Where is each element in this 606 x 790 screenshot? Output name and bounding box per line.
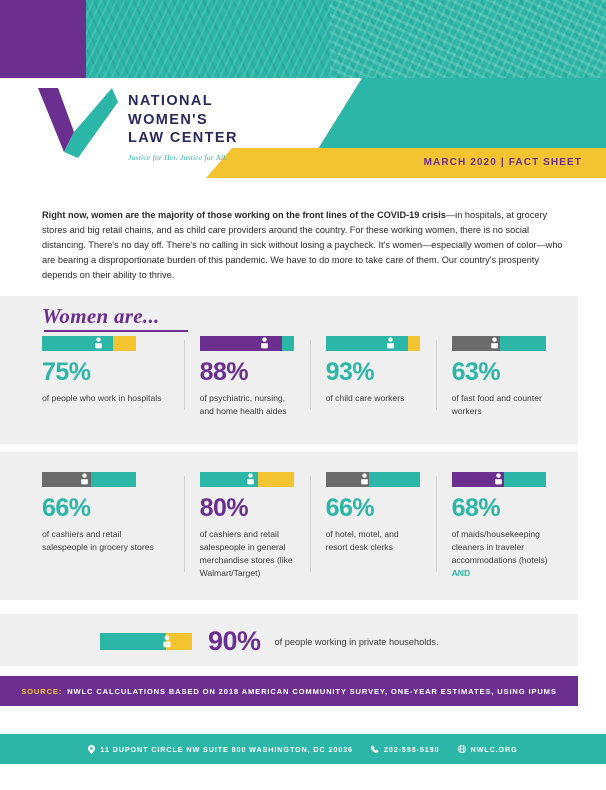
footer-bar [0,734,606,764]
person-icon [94,337,103,350]
phone-icon [371,745,379,753]
header-texture-right [330,0,606,78]
stats-row-2 [42,472,562,580]
person-icon [80,473,89,486]
person-icon [360,473,369,486]
stat-item [182,472,308,580]
intro-lead: Right now, women are the majority of those working on the front lines of the COVID-19 crisis [42,210,446,220]
stat-percent: 66% [325,494,375,522]
stat-percent: 63% [451,358,501,386]
footer-website[interactable] [458,745,518,754]
stat-description [452,528,548,580]
stat-description: of people who work in hospitals [42,393,162,403]
logo-line-2: WOMEN'S [128,111,209,128]
stat-description: of child care workers [325,393,405,403]
stat-description: of cashiers and retail salespeople in grocery stores [42,529,154,552]
source-text: NWLC CALCULATIONS BASED ON 2018 AMERICAN COMMUNITY SURVEY, ONE-YEAR ESTIMATES, USING IPUMS [67,686,557,696]
person-icon [490,337,499,350]
logo-wordmark [128,88,238,162]
stat-bar [452,336,546,351]
logo-checkmark-icon [38,88,118,158]
stat-bar [326,472,420,487]
header-date: MARCH 2020 [423,157,497,168]
location-pin-icon [88,745,95,754]
stat-percent: 88% [199,358,249,386]
footer-address-text: 11 DUPONT CIRCLE NW SUITE 800 WASHINGTON, DC 20036 [100,744,353,754]
stat-item [434,472,562,580]
stat-description-text: of maids/housekeeping cleaners in traveler accommodations (hotels) [451,529,548,565]
intro-body: —in hospitals, at grocery stores and big retail chains, and as child care providers around the country. For these working women, there is no social distancing. There's no day off. There's no calling in sick without losing a paycheck. It's women—especially women of color—who are bearing a disproportionate burden of this pandemic. We have to do more to take care of them. Our country's prosperity depends on their ability to thrive. [42,210,563,280]
source-label: SOURCE: [21,686,63,696]
stat-description: of cashiers and retail salespeople in general merchandise stores (like Walmart/Target) [199,529,293,578]
person-icon [494,473,503,486]
stat-bar [42,472,136,487]
stat-item [308,472,434,580]
footer-website-text: NWLC.ORG [470,744,518,754]
header-doc-type: FACT SHEET [508,157,582,168]
header-meta [424,157,582,168]
globe-icon [458,745,466,753]
stat-description: of hotel, motel, and resort desk clerks [325,529,399,552]
stat-bar [100,633,192,650]
stat-item [434,336,562,418]
nwlc-logo [38,88,238,162]
stat-item [182,336,308,418]
stats-row-1 [42,336,562,418]
stat-item-wide [100,626,439,657]
stat-description-accent: AND [451,567,471,578]
stat-item [42,472,182,580]
stat-description: of psychiatric, nursing, and home health aides [199,393,287,416]
intro-paragraph [42,208,570,283]
stat-bar [200,336,294,351]
person-icon [162,635,172,649]
stat-bar [42,336,136,351]
stat-description: of people working in private households. [274,636,439,647]
stat-description: of fast food and counter workers [451,393,542,416]
logo-line-1: NATIONAL [128,93,214,109]
stat-item [308,336,434,418]
header-purple-block [0,0,86,78]
stat-percent: 93% [325,358,375,386]
stat-percent: 68% [451,494,501,522]
source-bar [0,676,578,706]
person-icon [386,337,395,350]
footer-phone[interactable] [371,745,440,754]
person-icon [246,473,255,486]
stat-bar [200,472,294,487]
header-separator: | [500,157,505,168]
footer-address [88,745,353,754]
stat-percent: 90% [208,626,261,656]
footer-phone-text: 202-588-5180 [383,744,440,754]
person-icon [260,337,269,350]
stat-bar [326,336,420,351]
stat-bar [452,472,546,487]
stat-percent: 75% [42,358,91,386]
logo-tagline: Justice for Her. Justice for All. [128,152,228,162]
logo-mark-icon [38,88,118,158]
stat-percent: 80% [199,494,249,522]
stat-percent: 66% [42,494,91,522]
section-title: Women are... [42,304,160,328]
logo-line-3: LAW CENTER [128,130,238,147]
stat-item [42,336,182,418]
